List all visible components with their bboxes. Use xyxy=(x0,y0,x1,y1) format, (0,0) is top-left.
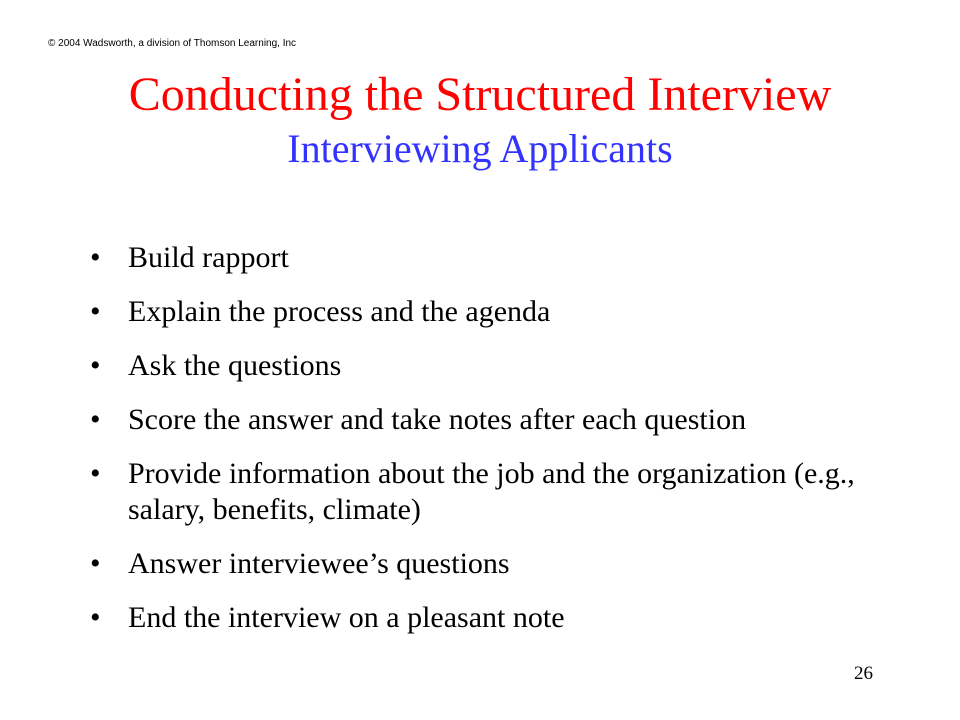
bullet-item xyxy=(90,348,910,384)
page-number: 26 xyxy=(854,663,873,684)
bullet-text: Build rapport xyxy=(128,241,289,274)
bullet-item xyxy=(90,456,910,528)
slide-title: Conducting the Structured Interview xyxy=(128,68,832,121)
copyright-notice: © 2004 Wadsworth, a division of Thomson Learning, Inc xyxy=(48,38,297,49)
bullet-dot-icon: • xyxy=(90,403,101,436)
bullet-text: Provide information about the job and the organization (e.g., salary, benefits, climate) xyxy=(128,457,855,526)
bullet-dot-icon: • xyxy=(90,457,101,490)
bullet-text: End the interview on a pleasant note xyxy=(128,601,565,634)
bullet-text: Score the answer and take notes after each question xyxy=(128,403,747,436)
bullet-item xyxy=(90,600,910,636)
bullet-dot-icon: • xyxy=(90,295,101,328)
bullet-item xyxy=(90,402,910,438)
bullet-dot-icon: • xyxy=(90,349,101,382)
bullet-item xyxy=(90,240,910,276)
bullet-text: Answer interviewee’s questions xyxy=(128,547,510,580)
bullet-item xyxy=(90,546,910,582)
bullet-text: Explain the process and the agenda xyxy=(128,295,551,328)
bullet-dot-icon: • xyxy=(90,547,101,580)
slide-subtitle: Interviewing Applicants xyxy=(287,126,673,171)
bullet-item xyxy=(90,294,910,330)
title-block xyxy=(0,66,960,174)
bullet-dot-icon: • xyxy=(90,601,101,634)
bullet-text: Ask the questions xyxy=(128,349,342,382)
bullet-list xyxy=(90,240,910,654)
bullet-dot-icon: • xyxy=(90,241,101,274)
